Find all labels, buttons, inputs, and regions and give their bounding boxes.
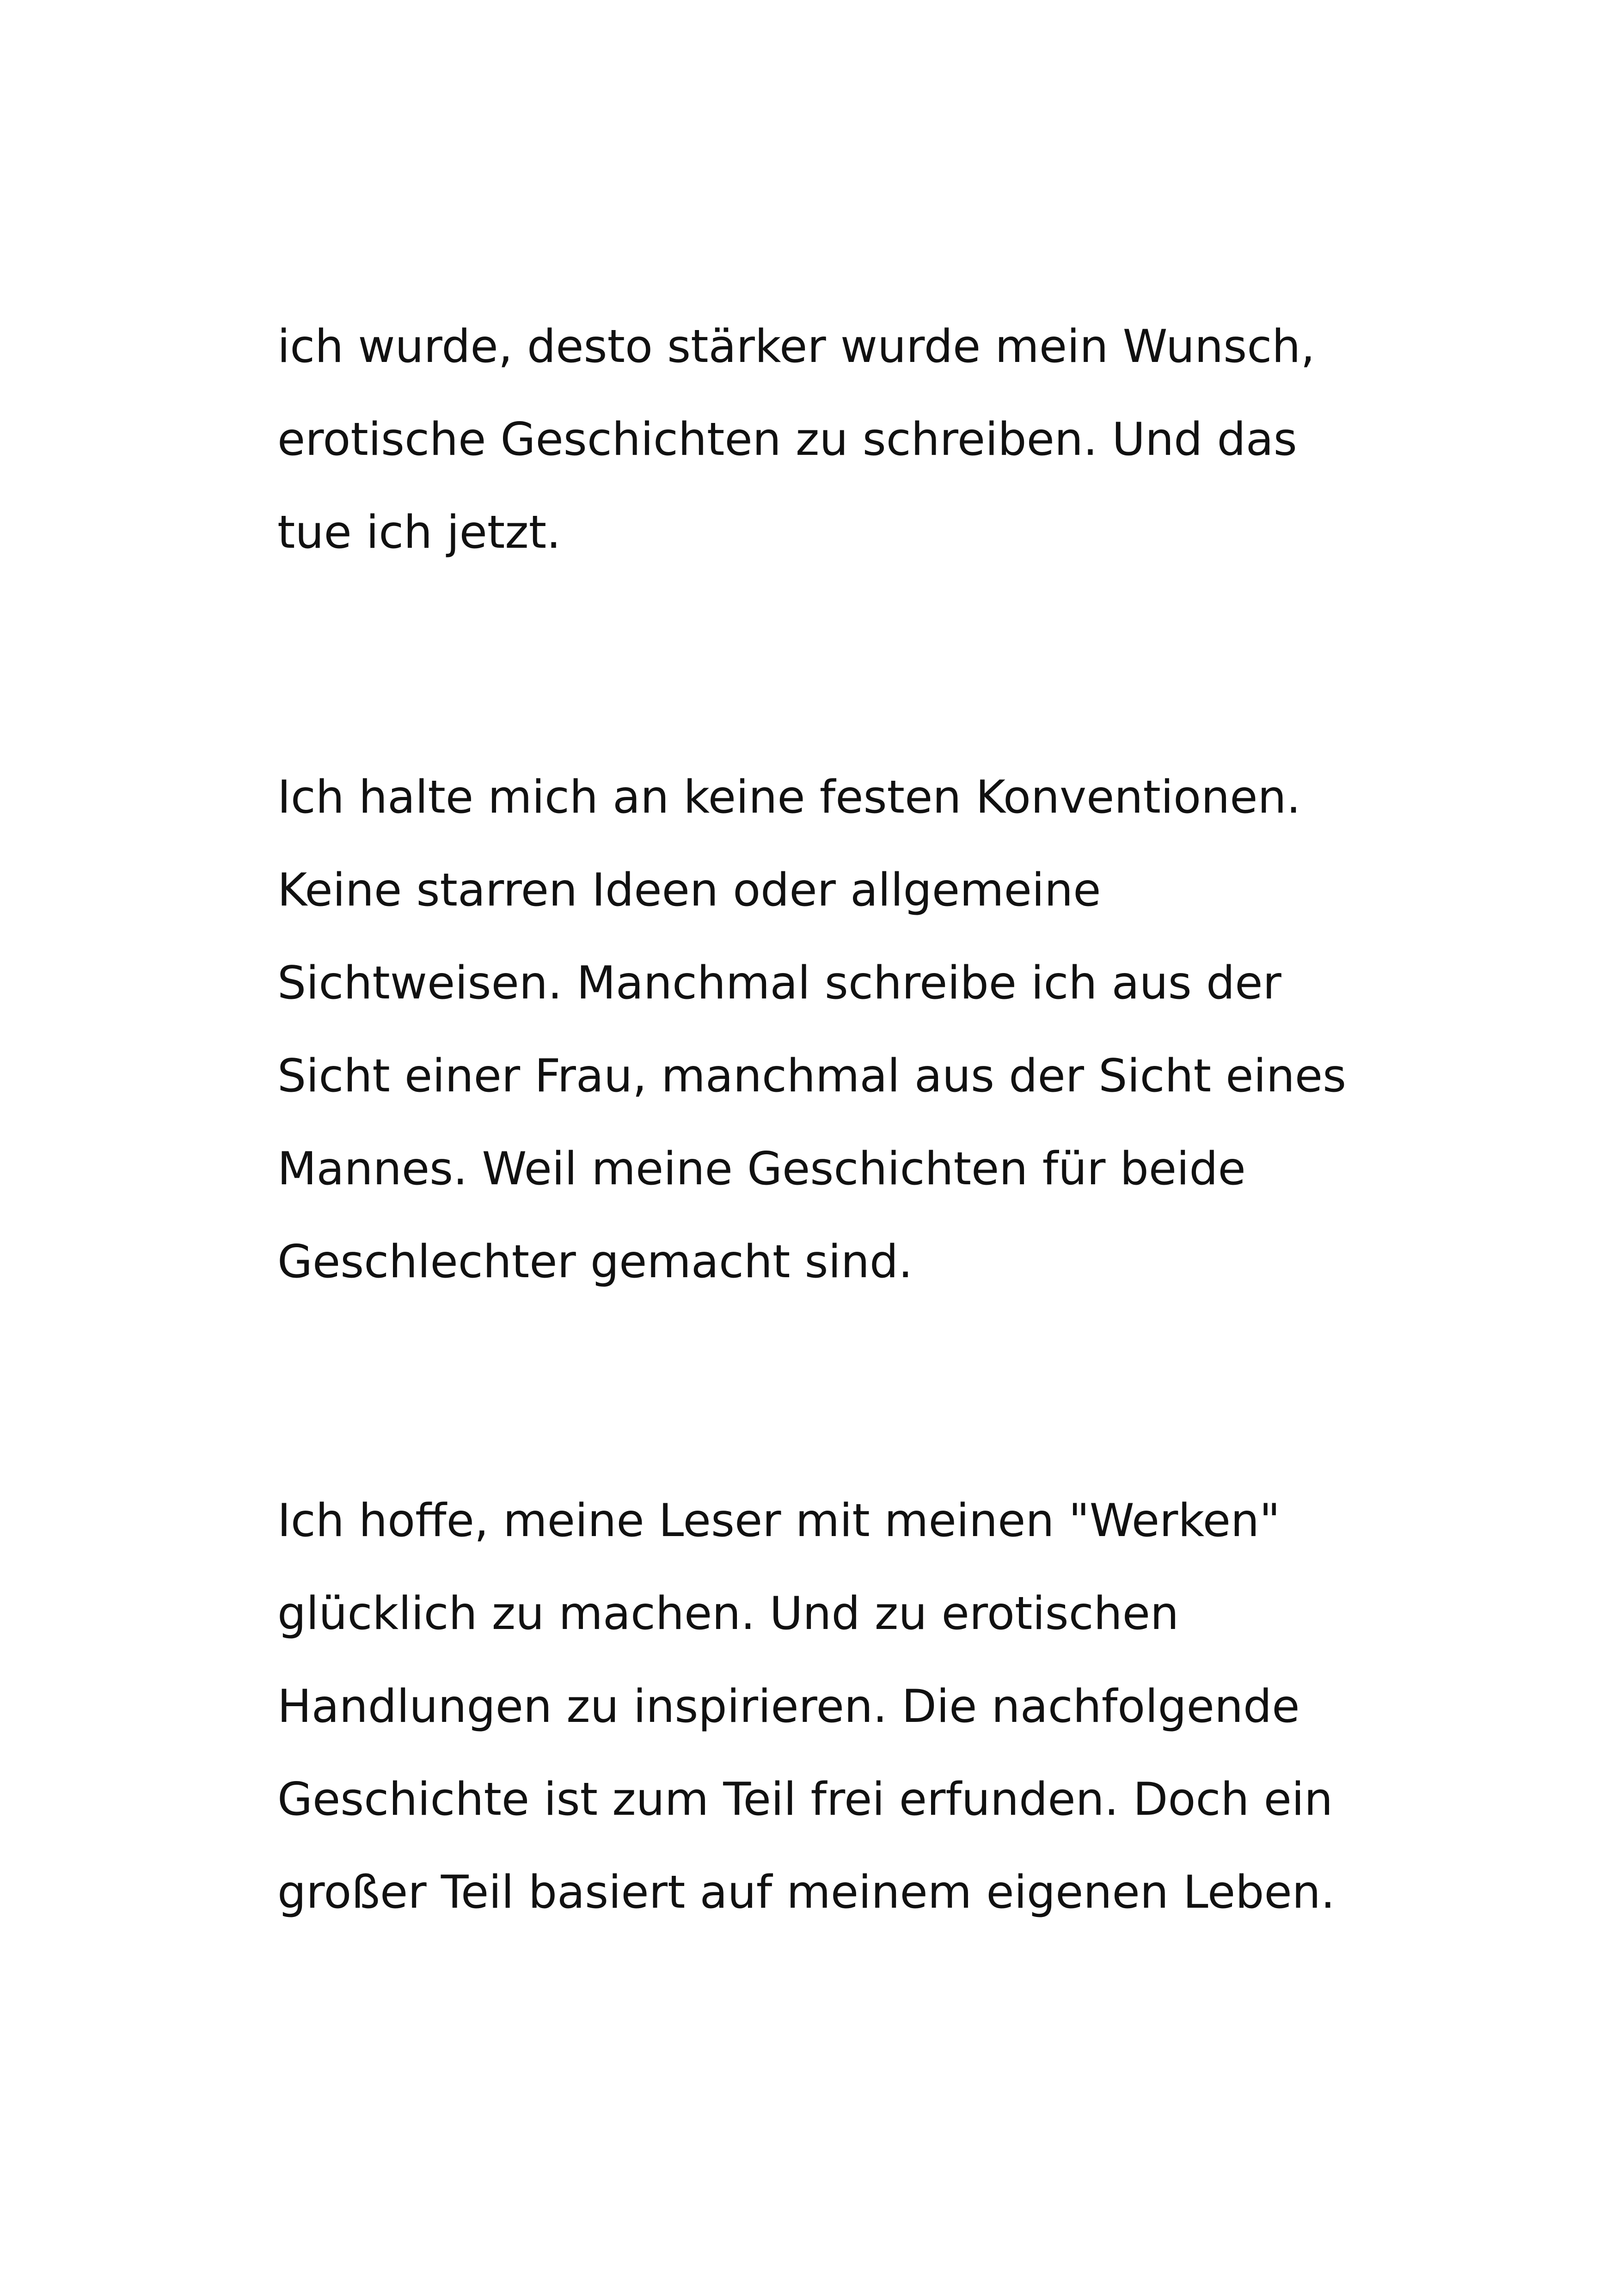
text-line: Sicht einer Frau, manchmal aus der Sicht eines: [277, 1050, 1347, 1102]
text-line: Mannes. Weil meine Geschichten für beide: [277, 1143, 1246, 1195]
text-line: Geschichte ist zum Teil frei erfunden. Doch ein: [277, 1773, 1333, 1826]
text-line: Geschlechter gemacht sind.: [277, 1236, 913, 1288]
text-line: tue ich jetzt.: [277, 506, 561, 559]
text-line: Keine starren Ideen oder allgemeine: [277, 864, 1101, 917]
text-line: glücklich zu machen. Und zu erotischen: [277, 1587, 1179, 1640]
text-line: großer Teil basiert auf meinem eigenen Leben.: [277, 1866, 1336, 1919]
text-line: Sichtweisen. Manchmal schreibe ich aus der: [277, 957, 1281, 1010]
paragraph-1: [277, 300, 1433, 579]
paragraph-2: [277, 751, 1433, 1309]
paragraph-3: [277, 1475, 1433, 1939]
text-line: ich wurde, desto stärker wurde mein Wunsch,: [277, 320, 1315, 373]
text-line: erotische Geschichten zu schreiben. Und das: [277, 413, 1297, 466]
text-line: Handlungen zu inspirieren. Die nachfolgende: [277, 1680, 1300, 1733]
text-line: Ich halte mich an keine festen Konventionen.: [277, 771, 1301, 824]
text-line: Ich hoffe, meine Leser mit meinen "Werken": [277, 1494, 1281, 1547]
